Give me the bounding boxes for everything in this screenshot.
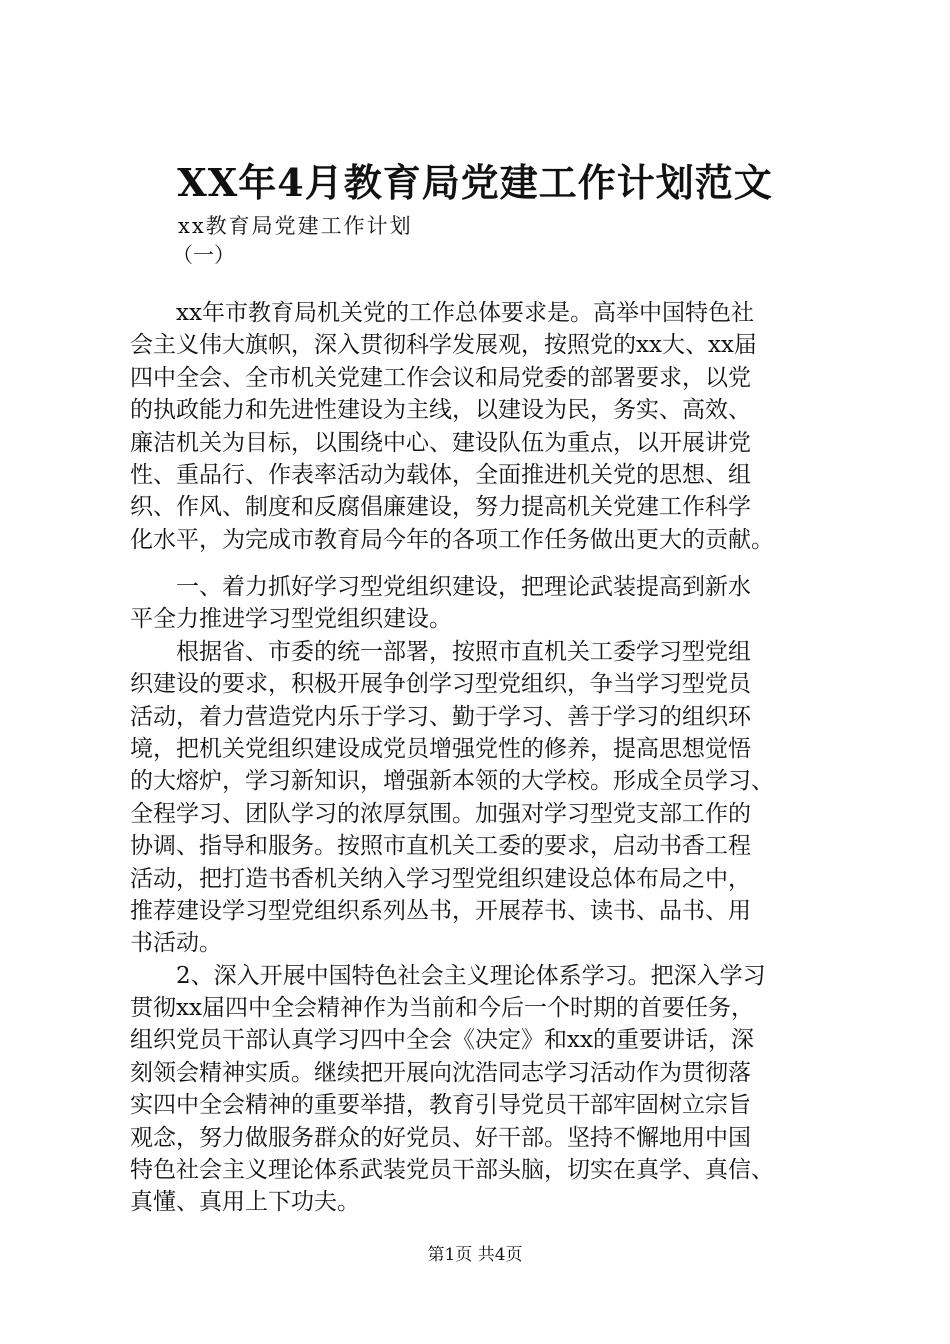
- text-line: 书活动。: [130, 930, 222, 957]
- text-line: 一、着力抓好学习型党组织建设，把理论武装提高到新水: [130, 574, 751, 600]
- text-line: 根据省、市委的统一部署，按照市直机关工委学习型党组: [130, 638, 751, 665]
- text-line: 活动，着力营造党内乐于学习、勤于学习、善于学习的组织环: [130, 703, 751, 730]
- text-line: 境，把机关党组织建设成党员增强党性的修养，提高思想觉悟: [130, 735, 751, 762]
- text-line: 全程学习、团队学习的浓厚氛围。加强对学习型党支部工作的: [130, 800, 751, 827]
- text-line: 的执政能力和先进性建设为主线，以建设为民，务实、高效、: [130, 397, 751, 424]
- text-line: 真懂、真用上下功夫。: [130, 1189, 360, 1216]
- text-line: 活动，把打造书香机关纳入学习型党组织建设总体布局之中，: [130, 865, 751, 892]
- text-line: 实四中全会精神的重要举措，教育引导党员干部牢固树立宗旨: [130, 1092, 751, 1119]
- text-line: 平全力推进学习型党组织建设。: [130, 606, 452, 633]
- document-subtitle: xx教育局党建工作计划: [178, 214, 413, 238]
- text-line: 刻领会精神实质。继续把开展向沈浩同志学习活动作为贯彻落: [130, 1059, 751, 1086]
- paragraph-intro: [130, 297, 858, 556]
- text-line: 2、深入开展中国特色社会主义理论体系学习。把深入学习: [130, 962, 766, 989]
- paragraph-section-one: [130, 571, 858, 1219]
- text-line: 织建设的要求，积极开展争创学习型党组织，争当学习型党员: [130, 671, 751, 698]
- text-line: 推荐建设学习型党组织系列丛书，开展荐书、读书、品书、用: [130, 897, 751, 924]
- text-line: 组织党员干部认真学习四中全会《决定》和xx的重要讲话，深: [130, 1027, 754, 1054]
- text-line: 特色社会主义理论体系武装党员干部头脑，切实在真学、真信、: [130, 1157, 774, 1184]
- text-line: 观念，努力做服务群众的好党员、好干部。坚持不懈地用中国: [130, 1124, 751, 1151]
- page-footer: 第1页 共4页: [427, 1245, 523, 1265]
- text-line: 的大熔炉，学习新知识，增强新本领的大学校。形成全员学习、: [130, 768, 774, 795]
- text-line: 贯彻xx届四中全会精神作为当前和今后一个时期的首要任务，: [130, 995, 754, 1022]
- text-line: 化水平，为完成市教育局今年的各项工作任务做出更大的贡献。: [130, 526, 774, 553]
- text-line: 会主义伟大旗帜，深入贯彻科学发展观，按照党的xx大、xx届: [130, 332, 757, 359]
- text-line: 性、重品行、作表率活动为载体，全面推进机关党的思想、组: [130, 461, 751, 488]
- text-line: 四中全会、全市机关党建工作会议和局党委的部署要求，以党: [130, 364, 751, 391]
- text-line: xx年市教育局机关党的工作总体要求是。高举中国特色社: [130, 300, 754, 326]
- document-title: XX年4月教育局党建工作计划范文: [177, 160, 773, 205]
- text-line: 织、作风、制度和反腐倡廉建设，努力提高机关党建工作科学: [130, 494, 751, 521]
- text-line: 廉洁机关为目标，以围绕中心、建设队伍为重点，以开展讲党: [130, 429, 751, 456]
- text-line: 协调、指导和服务。按照市直机关工委的要求，启动书香工程: [130, 833, 751, 860]
- section-number: （一）: [172, 243, 235, 267]
